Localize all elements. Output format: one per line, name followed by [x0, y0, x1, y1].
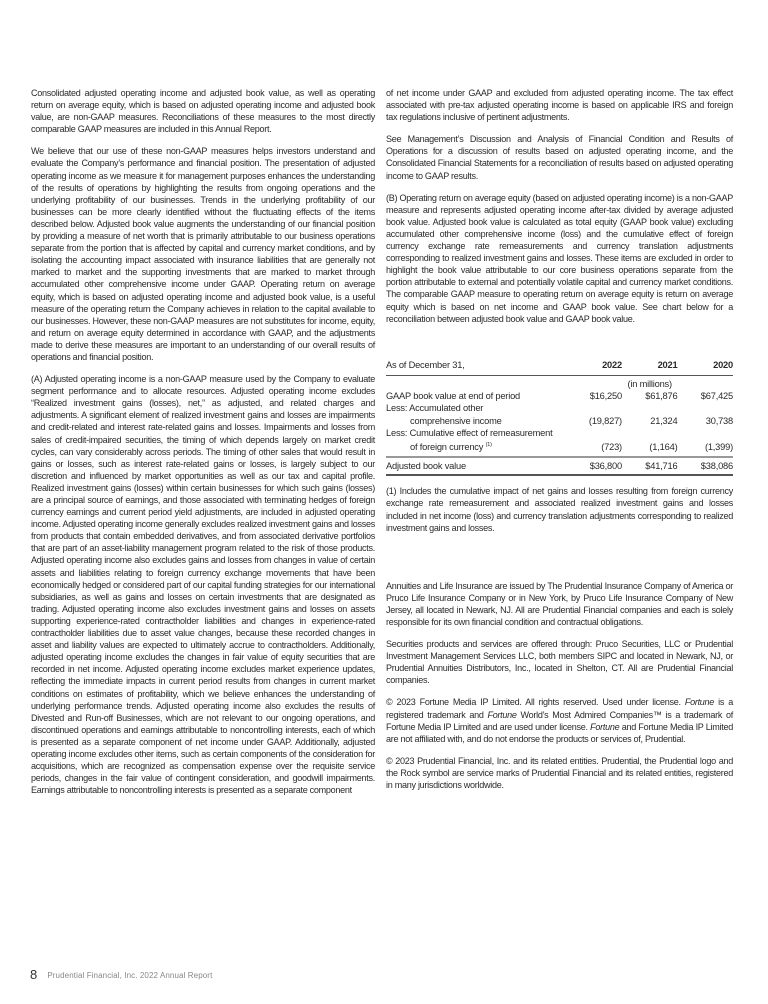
page-number: 8 [30, 967, 38, 982]
fortune-trademark-notice: © 2023 Fortune Media IP Limited. All rights reserved. Used under license. Fortune is a registered trademark and Fortune World’s Most Admired Companies™ is a trademark of Fortune Media IP Limited and are used under license. Fortune and Fortune Media IP Limited are not affiliated with, and do not endorse the products or services of, Prudential. [386, 697, 733, 744]
row-label: Adjusted book value [386, 457, 566, 475]
cell-value: $16,250 [589, 391, 622, 402]
cell-value: (1,399) [704, 441, 733, 452]
total-row [386, 457, 733, 475]
annuities-disclosure: Annuities and Life Insurance are issued by The Prudential Insurance Company of America or Pruco Life Insurance Company or in New York, by Pruco Life Insurance Company of New Jersey, all located in Newark, NJ. All are Prudential Financial companies and each is solely responsible for its own financial condition and contractual obligations. [386, 580, 733, 627]
cell-value: $38,086 [677, 457, 733, 475]
cell-value: $36,800 [566, 457, 622, 475]
cell-value: (1,164) [649, 441, 678, 452]
cell-value: 21,324 [650, 415, 678, 426]
intro-paragraph: Consolidated adjusted operating income and adjusted book value, as well as operating return on average equity, which is based on adjusted operating income and adjusted book value, are non-GAAP measures. Reconciliations of these measures to the most directly comparable GAAP measures are included in this Annual Report. [31, 88, 375, 135]
row-label: GAAP book value at end of period [386, 391, 521, 402]
table-header-label: As of December 31, [386, 359, 566, 376]
mdna-reference-paragraph: See Management’s Discussion and Analysis of Financial Condition and Results of Operations for a discussion of results based on adjusted operating income, and the Consolidated Financial Statements for a reconciliation of results based on adjusted operating income to GAAP results. [386, 134, 733, 181]
row-label-continued: comprehensive income [410, 415, 502, 426]
cell-value: $41,716 [622, 457, 678, 475]
table-row [386, 439, 733, 457]
cell-value: 30,738 [705, 415, 733, 426]
table-row [386, 415, 733, 427]
left-column [31, 87, 375, 806]
year-2021-header: 2021 [622, 359, 678, 376]
units-row [386, 375, 733, 390]
row-label-continued: of foreign currency $^{(1)}$ [410, 441, 492, 452]
note-b-paragraph: (B) Operating return on average equity (based on adjusted operating income) is a non-GAAP measure and represents adjusted operating income after-tax divided by average adjusted book value. Adjusted book value is calculated as total equity (GAAP book value) excluding accumulated other comprehensive income (loss) and the cumulative effect of foreign currency exchange rate remeasurements and currency translation adjustments corresponding to realized investment gains and losses. These items are excluded in order to highlight the book value attributable to our core business operations separate from the portion attributable to external and potentially volatile capital and currency market conditions. The comparable GAAP measure to operating return on average equity is return on average equity which is based on net income and GAAP book value. See chart below for a reconciliation between adjusted book value and GAAP book value. [386, 192, 733, 324]
copyright-notice: © 2023 Prudential Financial, Inc. and its related entities. Prudential, the Prudential logo and the Rock symbol are service marks of Prudential Financial and its related entities, registered in many jurisdictions worldwide. [386, 755, 733, 790]
table-row [386, 427, 733, 439]
table-row [386, 402, 733, 414]
row-label: Less: Cumulative effect of remeasurement [386, 427, 553, 438]
table-row [386, 390, 733, 402]
report-title: Prudential Financial, Inc. 2022 Annual Report [47, 971, 213, 980]
units-label: (in millions) [627, 378, 672, 389]
note-a-paragraph: (A) Adjusted operating income is a non-GAAP measure used by the Company to evaluate segment performance and to allocate resources. Adjusted operating income excludes “Realized investment gains (losses), net,” as adjusted, and related charges and adjustments. A significant element of realized investment gains and losses are impairments and credit-related and interest rate-related gains and losses. Impairments and losses from sales of credit-impaired securities, the timing of which depends largely on market credit cycles, can vary considerably across periods. The timing of other sales that would result in gains or losses, such as interest rate-related gains or losses, is largely subject to our discretion and influenced by market opportunities as well as our tax and capital profile. Realized investment gains (losses) within certain businesses for which such gains (losses) are a principal source of earnings, and those associated with terminating hedges of foreign currency earnings and current period yield adjustments, are included in adjusted operating income. Adjusted operating income generally excludes realized investment gains and losses from products that contain embedded derivatives, and from associated derivative portfolios that are part of an asset-liability management program related to the risk of those products. Adjusted operating income also excludes gains and losses from changes in value of certain assets and liabilities relating to foreign currency exchange movements that have been economically hedged or considered part of our capital funding strategies for our international subsidiaries, as well as gains and losses on certain investments that are designated as trading. Adjusted operating income also excludes investment gains and losses on assets supporting experience-rated contractholder liabilities and changes in experience-rated contractholder liabilities due to asset value changes, because these recorded changes in asset and liability values are expected to ultimately accrue to contractholders. Additionally, adjusted operating income excludes the changes in fair value of equity securities that are recorded in net income. Adjusted operating income excludes market experience updates, reflecting the immediate impacts in current period results from changes in current market conditions on estimates of profitability, which we believe enhances the understanding of underlying performance trends. Adjusted operating income also excludes the results of Divested and Run-off Businesses, which are not relevant to our ongoing operations, and discontinued operations and earnings attributable to noncontrolling interests, each of which is presented as a separate component of net income under GAAP. Additionally, adjusted operating income excludes other items, such as certain components of the consideration for acquisitions, which are recognized as compensation expense over the requisite service periods, changes in the fair value of contingent consideration, and goodwill impairments. Earnings attributable to noncontrolling interests is presented as a separate component [31, 374, 375, 796]
right-column [386, 87, 733, 801]
year-2022-header: 2022 [566, 359, 622, 376]
non-gaap-rationale-paragraph: We believe that our use of these non-GAAP measures helps investors understand and evaluate the Company’s performance and financial position. The presentation of adjusted operating income as we measure it for management purposes enhances the understanding of the results of operations by highlighting the results from ongoing operations and the underlying profitability of our businesses. Trends in the underlying profitability of our businesses can be more clearly identified without the fluctuating effects of the items described below. Adjusted book value augments the understanding of our financial position by providing a measure of net worth that is primarily attributable to our business operations separate from the portion that is affected by capital and currency market conditions, and by isolating the accounting impact associated with insurance liabilities that are generally not marked to market and the supporting investments that are marked to market through accumulated other comprehensive income under GAAP. Operating return on average equity, which is based on adjusted operating income and adjusted book value, is a useful measure of the operating return the Company achieves in relation to the capital available to our businesses. However, these non-GAAP measures are not substitutes for income, equity, and return on average equity determined in accordance with GAAP, and the adjustments made to derive these measures are important to an understanding of our overall results of operations and financial position. [31, 146, 375, 362]
cell-value: (19,827) [588, 415, 622, 426]
cell-value: $61,876 [645, 391, 678, 402]
year-2020-header: 2020 [677, 359, 733, 376]
tax-effect-paragraph: of net income under GAAP and excluded from adjusted operating income. The tax effect associated with pre-tax adjusted operating income is based on applicable IRS and foreign tax regulations inclusive of pertinent adjustments. [386, 88, 733, 123]
table-header-row [386, 359, 733, 376]
book-value-reconciliation-table [386, 359, 733, 477]
table-footnote: (1) Includes the cumulative impact of net gains and losses resulting from foreign currency exchange rate remeasurement and associated realized investment gains and losses included in net income (loss) and currency translation adjustments corresponding to realized investment gains and losses. [386, 486, 733, 533]
row-label: Less: Accumulated other [386, 403, 484, 414]
legal-disclosures [386, 580, 733, 791]
cell-value: $67,425 [700, 391, 733, 402]
cell-value: (723) [601, 441, 622, 452]
page-footer [30, 967, 212, 982]
securities-disclosure: Securities products and services are offered through: Pruco Securities, LLC or Prudential Investment Management Services LLC, both members SIPC and located in Newark, NJ, or Prudential Annuities Distributors, Inc., located in Shelton, CT. All are Prudential Financial companies. [386, 639, 733, 686]
footnote-ref: (1) [485, 441, 492, 448]
